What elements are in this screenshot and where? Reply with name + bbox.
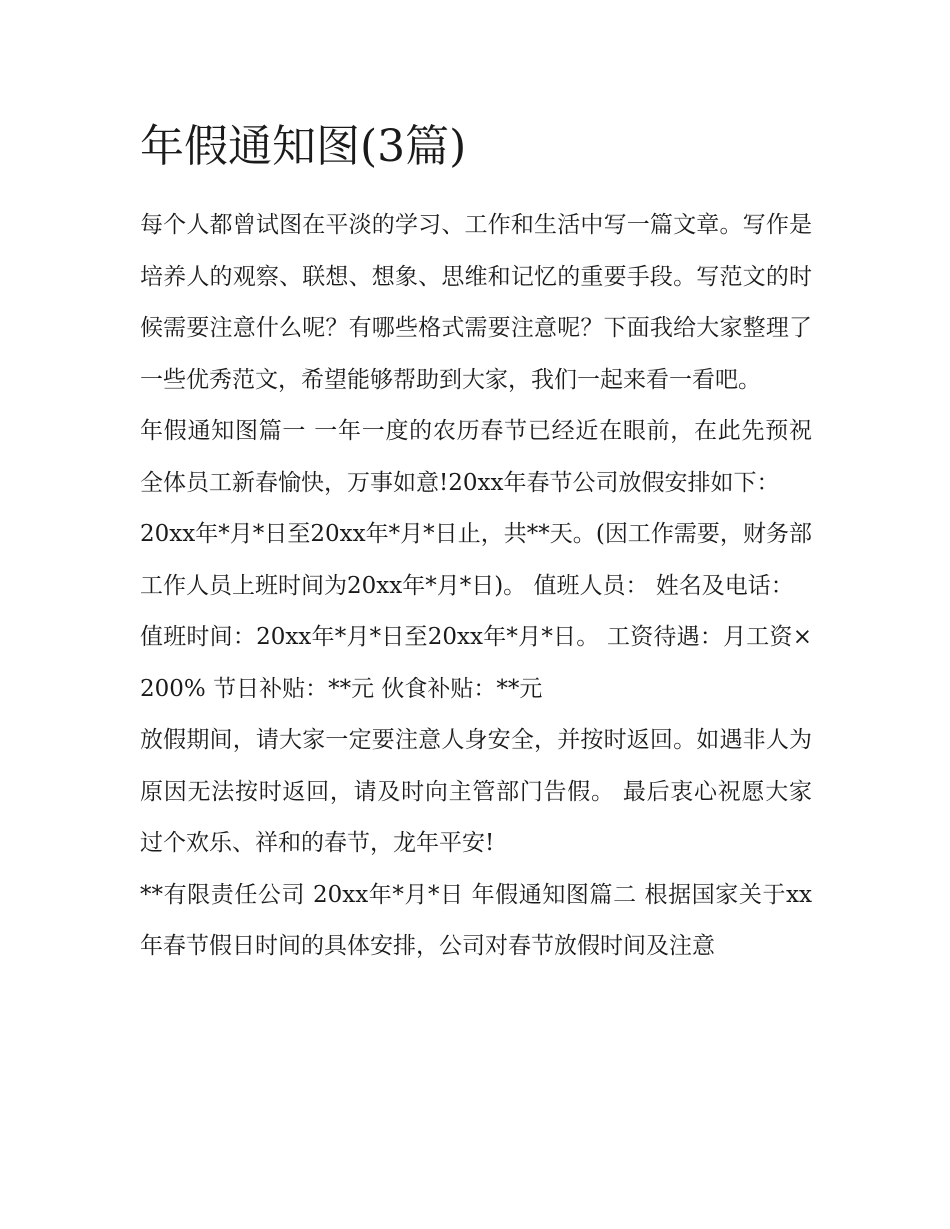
paragraph-notice-two: **有限责任公司 20xx年*月*日 年假通知图篇二 根据国家关于xx年春节假日时间的具体安排，公司对春节放假时间及注意 (140, 881, 812, 959)
paragraph-holiday-period: 20xx年*月*日至20xx年*月*日止，共**天。(因工作需要，财务部工作人员上班时间为20xx年*月*日)。 值班人员： 姓名及电话： (140, 521, 812, 599)
paragraph-safety: 放假期间，请大家一定要注意人身安全，并按时返回。如遇非人为原因无法按时返回，请及时向主管部门告假。 最后衷心祝愿大家过个欢乐、祥和的春节，龙年平安! (140, 727, 812, 856)
document-body (140, 112, 812, 973)
paragraph-intro: 每个人都曾试图在平淡的学习、工作和生活中写一篇文章。写作是培养人的观察、联想、想象、思维和记忆的重要手段。写范文的时候需要注意什么呢？有哪些格式需要注意呢？下面我给大家整理了一些优秀范文，希望能够帮助到大家，我们一起来看一看吧。 (140, 212, 812, 393)
document-title: 年假通知图(3篇) (140, 121, 467, 172)
paragraph-notice-one: 年假通知图篇一 一年一度的农历春节已经近在眼前，在此先预祝全体员工新春愉快，万事如意!20xx年春节公司放假安排如下： (140, 418, 812, 496)
paragraph-duty-time: 值班时间：20xx年*月*日至20xx年*月*日。 工资待遇：月工资×200% 节日补贴：**元 伙食补贴：**元 (140, 624, 812, 702)
